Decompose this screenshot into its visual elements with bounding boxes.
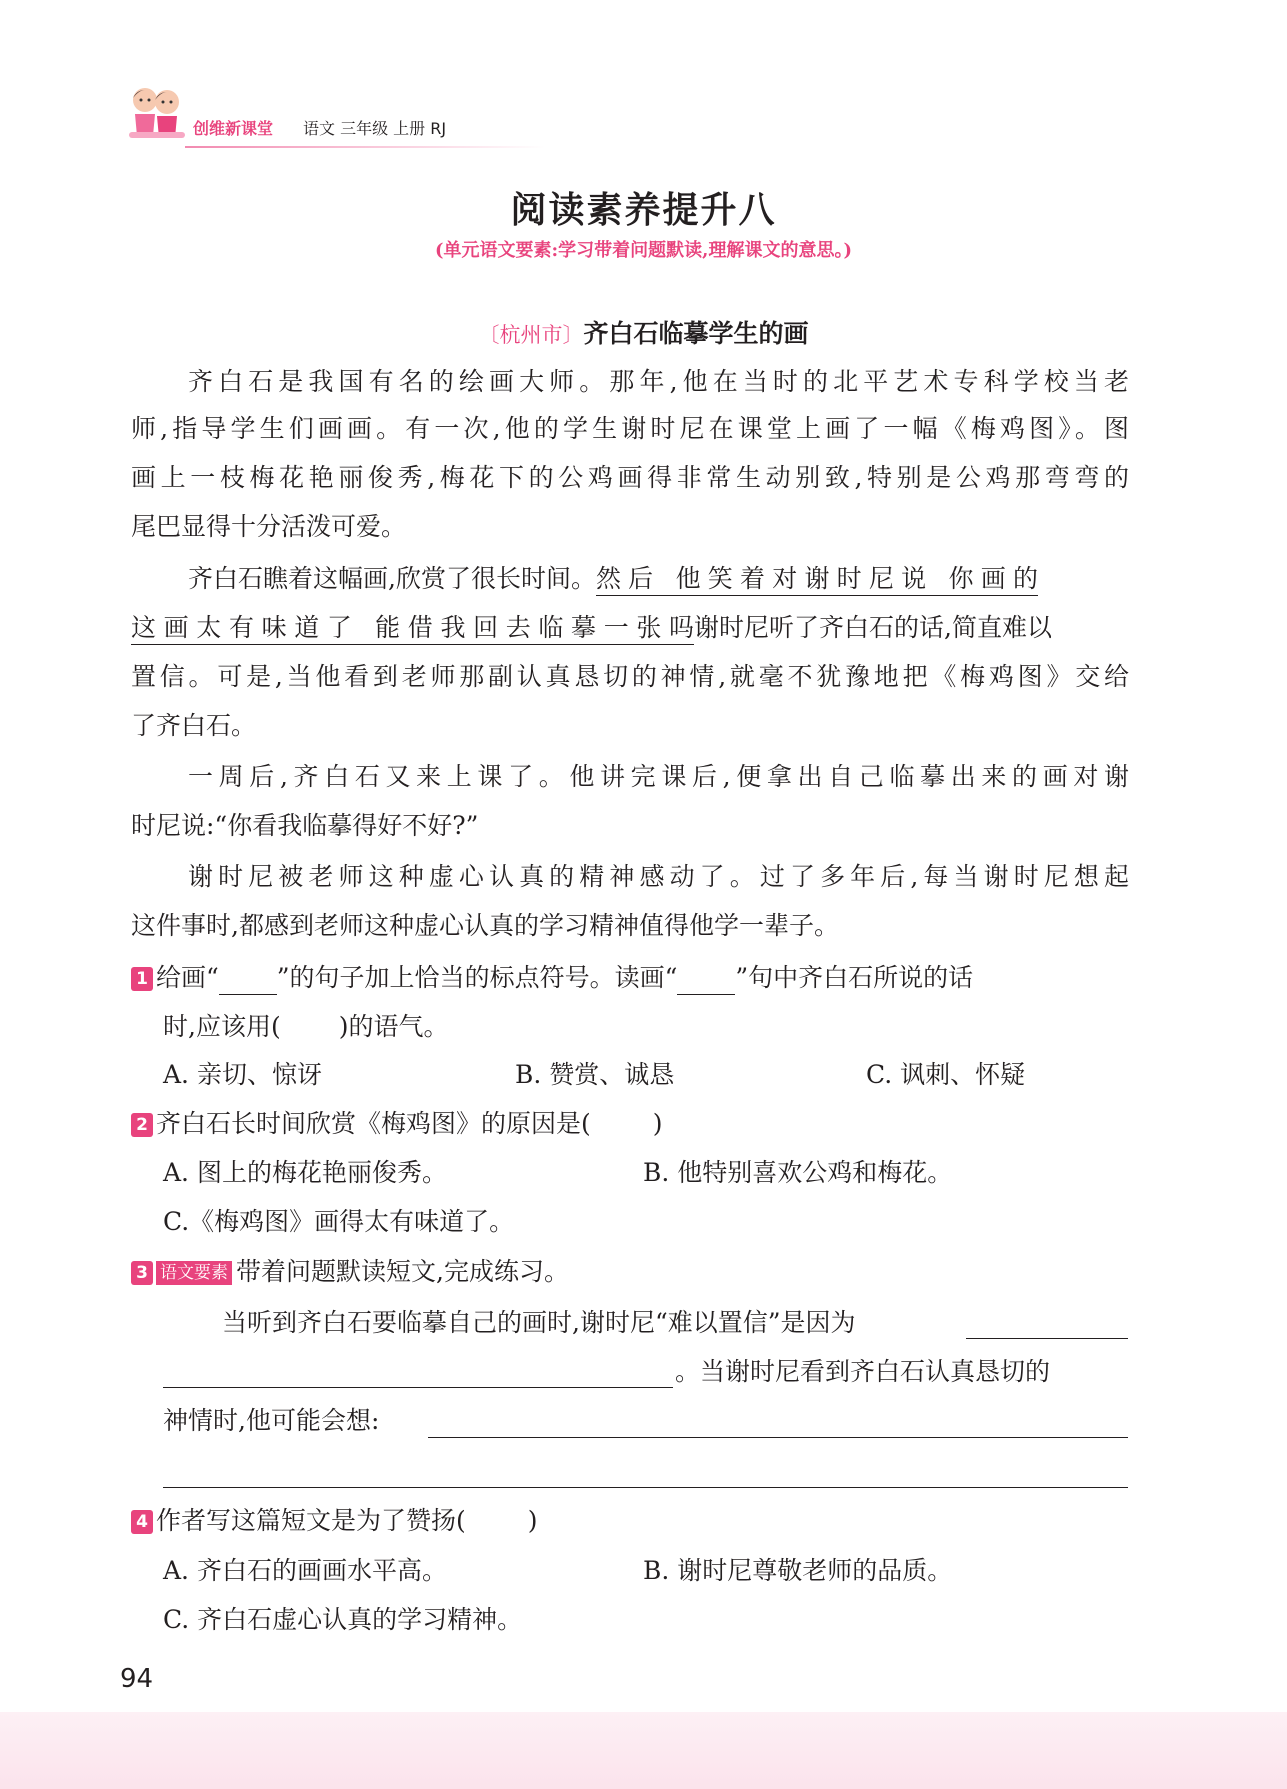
question-3 — [131, 1256, 569, 1288]
header — [125, 80, 545, 158]
answer-line[interactable] — [966, 1338, 1128, 1339]
passage-source: 〔杭州市〕 — [478, 323, 584, 347]
question-text: ”句中齐白石所说的话 — [735, 963, 974, 992]
option-a[interactable]: A. 亲切、惊讶 — [163, 1060, 322, 1089]
passage-line: 了齐白石。 — [131, 711, 257, 740]
mascot-children-logo — [125, 80, 189, 150]
question-3-prompt: 神情时,他可能会想: — [163, 1406, 380, 1435]
question-text: ) — [527, 1506, 538, 1535]
option-c[interactable]: C. 讽刺、怀疑 — [866, 1060, 1026, 1089]
passage-line: 画上一枝梅花艳丽俊秀,梅花下的公鸡画得非常生动别致,特别是公鸡那弯弯的 — [131, 463, 1129, 492]
passage-line: 置信。可是,当他看到老师那副认真恳切的神情,就毫不犹豫地把《梅鸡图》交给 — [131, 662, 1129, 691]
question-text: 作者写这篇短文是为了赞扬( — [156, 1506, 466, 1535]
page-title: 阅读素养提升八 — [510, 190, 777, 231]
passage-line: 一周后,齐白石又来上课了。他讲完课后,便拿出自己临摹出来的画对谢 — [188, 762, 1129, 791]
page-number: 94 — [120, 1664, 154, 1694]
answer-line[interactable] — [428, 1437, 1128, 1438]
passage-text: 齐白石瞧着这幅画,欣赏了很长时间。 — [188, 564, 596, 593]
passage-line: 时尼说:“你看我临摹得好不好?” — [131, 811, 479, 840]
passage-text: 谢时尼听了齐白石的话,简直难以 — [694, 613, 1052, 642]
question-text: 给画“ — [156, 963, 219, 992]
subject-label: 语文 三年级 上册 RJ — [303, 119, 447, 138]
passage-heading — [0, 314, 1287, 350]
unit-requirement: (单元语文要素:学习带着问题默读,理解课文的意思。) — [435, 240, 852, 261]
question-text: 带着问题默读短文,完成练习。 — [236, 1257, 569, 1286]
option-b[interactable]: B. 赞赏、诚恳 — [515, 1060, 675, 1089]
category-tag: 语文要素 — [156, 1261, 232, 1285]
option-c[interactable]: C.《梅鸡图》画得太有味道了。 — [163, 1207, 515, 1236]
question-number: 3 — [131, 1261, 153, 1285]
brand-name: 创维新课堂 — [193, 119, 274, 138]
option-a[interactable]: A. 齐白石的画画水平高。 — [163, 1556, 447, 1585]
option-b[interactable]: B. 谢时尼尊敬老师的品质。 — [643, 1556, 953, 1585]
question-text: 齐白石长时间欣赏《梅鸡图》的原因是( — [156, 1109, 591, 1138]
passage-line — [131, 612, 1129, 645]
footer-band — [0, 1712, 1287, 1789]
passage-title: 齐白石临摹学生的画 — [583, 319, 809, 348]
answer-blank[interactable] — [281, 1011, 339, 1043]
question-2 — [131, 1108, 663, 1140]
underline-mark — [219, 962, 277, 995]
option-b[interactable]: B. 他特别喜欢公鸡和梅花。 — [643, 1158, 953, 1187]
passage-line: 师,指导学生们画画。有一次,他的学生谢时尼在课堂上画了一幅《梅鸡图》。图 — [131, 414, 1129, 443]
passage-line — [188, 563, 1129, 596]
question-3-prompt: 。当谢时尼看到齐白石认真恳切的 — [675, 1357, 1051, 1386]
question-text: 时,应该用( — [163, 1012, 281, 1041]
question-number: 2 — [131, 1113, 153, 1137]
question-4 — [131, 1505, 538, 1537]
answer-line[interactable] — [163, 1387, 673, 1388]
question-text: ”的句子加上恰当的标点符号。读画“ — [276, 963, 678, 992]
underlined-sentence: 这画太有味道了 能借我回去临摹一张吗 — [131, 612, 694, 645]
answer-blank[interactable] — [466, 1505, 528, 1537]
passage-line: 尾巴显得十分活泼可爱。 — [131, 512, 407, 541]
question-number: 1 — [131, 967, 153, 991]
question-3-prompt: 当听到齐白石要临摹自己的画时,谢时尼“难以置信”是因为 — [222, 1308, 856, 1337]
passage-line: 谢时尼被老师这种虚心认真的精神感动了。过了多年后,每当谢时尼想起 — [188, 862, 1129, 891]
underlined-sentence: 然后 他笑着对谢时尼说 你画的 — [596, 563, 1038, 596]
underline-mark — [677, 962, 735, 995]
question-1 — [131, 962, 973, 995]
question-text: ) — [652, 1109, 663, 1138]
passage-line: 这件事时,都感到老师这种虚心认真的学习精神值得他学一辈子。 — [131, 911, 839, 940]
answer-line[interactable] — [163, 1487, 1128, 1488]
option-c[interactable]: C. 齐白石虚心认真的学习精神。 — [163, 1605, 523, 1634]
option-a[interactable]: A. 图上的梅花艳丽俊秀。 — [163, 1158, 447, 1187]
answer-blank[interactable] — [591, 1108, 653, 1140]
header-divider — [185, 146, 545, 148]
question-1-line-2 — [163, 1011, 448, 1043]
question-text: )的语气。 — [338, 1012, 449, 1041]
question-number: 4 — [131, 1510, 153, 1534]
passage-line: 齐白石是我国有名的绘画大师。那年,他在当时的北平艺术专科学校当老 — [188, 367, 1129, 396]
